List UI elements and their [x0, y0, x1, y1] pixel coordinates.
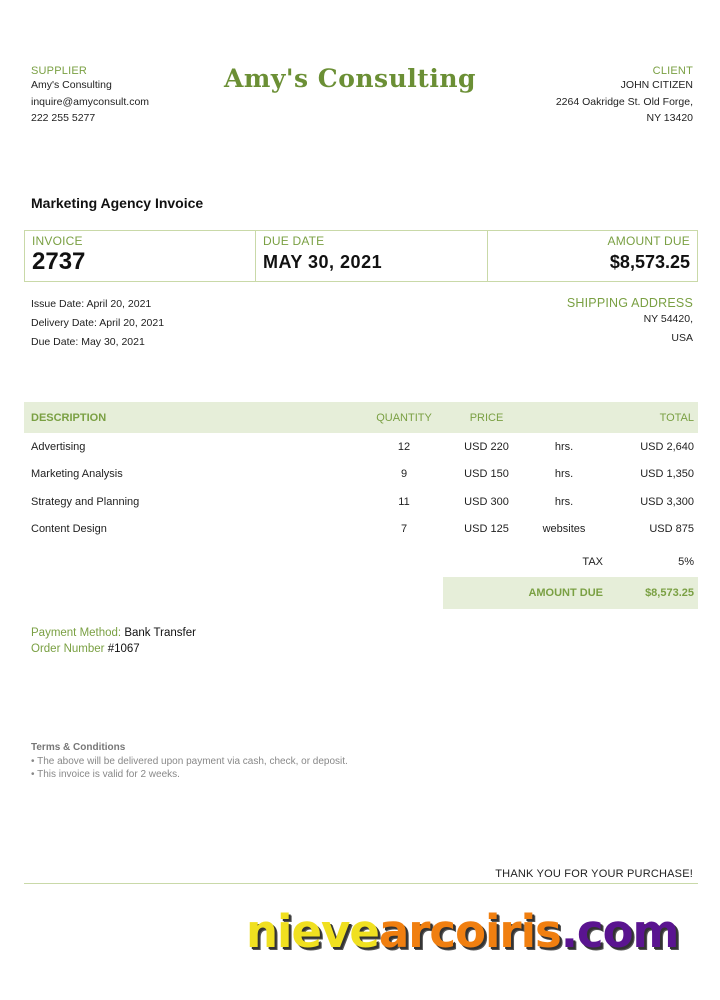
- shipping-label: SHIPPING ADDRESS: [566, 296, 693, 310]
- shipping-line2: USA: [671, 332, 693, 344]
- amount-due-total-value: $8,573.25: [645, 587, 694, 599]
- client-block: [556, 65, 693, 127]
- due-date-value: MAY 30, 2021: [263, 252, 383, 272]
- shipping-line1: NY 54420,: [643, 313, 693, 325]
- header-total: TOTAL: [659, 411, 694, 424]
- row-total: USD 1,350: [640, 468, 694, 481]
- table-row: [24, 488, 698, 516]
- table-header: [24, 402, 698, 433]
- watermark-part3: .com: [560, 905, 679, 958]
- header-price: PRICE: [469, 411, 504, 424]
- due-date-cell: [255, 231, 487, 281]
- shipping-address-block: [567, 296, 693, 348]
- row-unit: hrs.: [554, 495, 574, 508]
- thank-you-message: THANK YOU FOR YOUR PURCHASE!: [495, 868, 693, 880]
- row-unit: websites: [542, 523, 586, 536]
- table-row: [24, 433, 698, 461]
- client-label: CLIENT: [652, 65, 693, 77]
- supplier-name: Amy's Consulting: [31, 79, 112, 91]
- table-row: [24, 516, 698, 544]
- dates-block: [31, 295, 164, 352]
- order-number-value: #1067: [107, 643, 140, 655]
- terms-line: • This invoice is valid for 2 weeks.: [31, 769, 180, 780]
- terms-heading: Terms & Conditions: [31, 742, 126, 753]
- supplier-phone: 222 255 5277: [31, 112, 96, 124]
- row-quantity: 7: [400, 523, 408, 536]
- table-row: [24, 461, 698, 489]
- footer-divider: [24, 883, 698, 884]
- row-quantity: 11: [398, 495, 410, 508]
- watermark-logo: [246, 905, 678, 958]
- amount-due-cell: [487, 231, 697, 281]
- tax-value: 5%: [678, 556, 694, 568]
- row-price: USD 150: [464, 468, 509, 481]
- client-name: JOHN CITIZEN: [620, 79, 693, 91]
- document-title: Marketing Agency Invoice: [31, 195, 204, 211]
- tax-label: TAX: [582, 556, 603, 568]
- row-description: Strategy and Planning: [31, 495, 140, 508]
- row-total: USD 3,300: [640, 495, 694, 508]
- tax-row: [443, 549, 698, 575]
- client-address-line1: 2264 Oakridge St. Old Forge,: [555, 95, 693, 108]
- amount-due-value: $8,573.25: [609, 252, 690, 272]
- row-price: USD 300: [464, 495, 509, 508]
- header-quantity: QUANTITY: [376, 411, 432, 424]
- watermark-part2: arcoiris: [378, 905, 561, 958]
- payment-block: [31, 625, 196, 657]
- brand-title: Amy's Consulting: [223, 64, 476, 93]
- row-description: Marketing Analysis: [31, 468, 123, 481]
- row-unit: hrs.: [554, 440, 574, 453]
- row-price: USD 125: [464, 523, 509, 536]
- order-number-label: Order Number: [31, 643, 105, 655]
- supplier-email: inquire@amyconsult.com: [31, 95, 150, 108]
- amount-due-row: [443, 577, 698, 609]
- invoice-summary-box: [24, 230, 698, 282]
- payment-method-label: Payment Method:: [31, 627, 122, 639]
- row-description: Content Design: [31, 523, 107, 536]
- header-description: DESCRIPTION: [31, 411, 107, 424]
- row-price: USD 220: [464, 440, 509, 453]
- due-date: Due Date: May 30, 2021: [31, 336, 145, 348]
- due-date-label: DUE DATE: [263, 234, 325, 248]
- row-unit: hrs.: [554, 468, 574, 481]
- delivery-date: Delivery Date: April 20, 2021: [31, 317, 165, 329]
- amount-due-label: AMOUNT DUE: [607, 234, 690, 248]
- row-description: Advertising: [31, 440, 86, 453]
- watermark-part1: nieve: [246, 905, 379, 958]
- client-address-line2: NY 13420: [646, 112, 693, 124]
- row-quantity: 12: [397, 440, 411, 453]
- issue-date: Issue Date: April 20, 2021: [31, 298, 152, 310]
- invoice-label: INVOICE: [32, 234, 83, 248]
- invoice-number-cell: [25, 231, 255, 281]
- supplier-label: SUPPLIER: [31, 65, 88, 77]
- invoice-number: 2737: [32, 248, 86, 275]
- amount-due-total-label: AMOUNT DUE: [528, 587, 603, 599]
- row-quantity: 9: [400, 468, 408, 481]
- payment-method-value: Bank Transfer: [124, 627, 196, 639]
- terms-line: • The above will be delivered upon payment via cash, check, or deposit.: [31, 755, 348, 767]
- items-table: [24, 402, 698, 543]
- row-total: USD 875: [649, 523, 694, 536]
- terms-block: [31, 741, 348, 782]
- row-total: USD 2,640: [640, 440, 694, 453]
